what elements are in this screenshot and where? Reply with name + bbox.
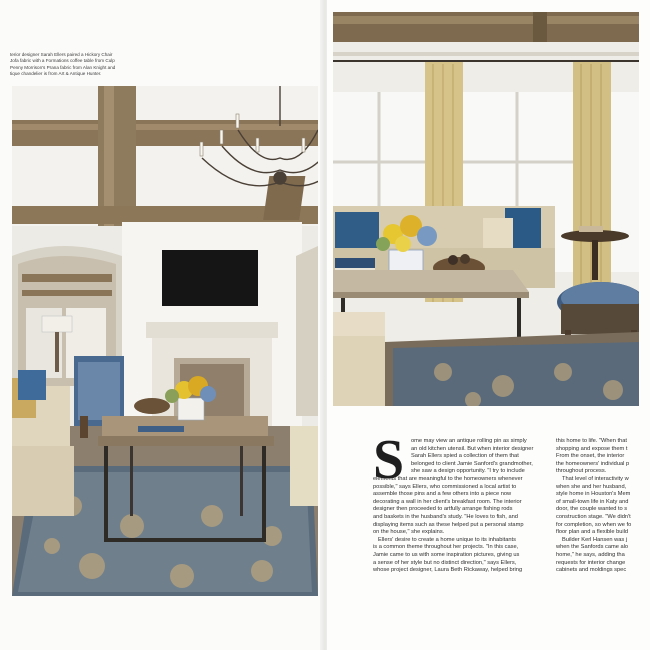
caption-line: Jofa fabric with a Formations coffee table from Culp [10, 58, 115, 64]
sitting-area-photo [333, 12, 639, 406]
article-line: she saw a design opportunity. "I try to include [411, 468, 525, 475]
article-line: is a common theme throughout her projects. "In this case, [373, 544, 519, 551]
photo-caption [10, 52, 310, 78]
article-line: of small-town life in Katy and [556, 498, 629, 505]
article-body-column-1 [373, 429, 550, 575]
article-line: when the Sanfords came alo [556, 544, 629, 551]
article-line: Jamie came to us with some inspiration pictures, giving us [373, 551, 520, 558]
article-line: when she and her husband, [556, 483, 627, 490]
article-line: requests for interior change [556, 559, 626, 566]
article-line: From the onset, the interior [556, 453, 625, 460]
living-room-photo [12, 86, 318, 596]
article-line: a sense of her style but no distinct direction," says Ellers, [373, 559, 517, 566]
article-line: throughout process. [556, 468, 607, 475]
drop-cap: S [373, 429, 405, 491]
article-line: home," he says, adding tha [556, 551, 625, 558]
article-line: door, the couple wanted to s [556, 506, 628, 513]
article-line: decorating a wall in her client's breakfast room. The interior [373, 498, 522, 505]
caption-line: Penny Morrison's Prana fabric from Alan Knight and [10, 64, 116, 70]
article-line: floor plan and a flexible build [556, 529, 629, 536]
article-line: Builder Kerl Hansen was j [562, 536, 628, 543]
sitting-area-illustration [333, 12, 639, 406]
article-line: the homeowners' individual p [556, 460, 630, 467]
article-line: style home in Houston's Mem [556, 491, 631, 498]
article-line: assemble those pins and a few others into a piece now [373, 491, 512, 498]
article-line: displaying items such as these helped put a personal stamp [373, 521, 524, 528]
caption-line: terior designer Sarah Ellers paired a Hickory Chair [10, 52, 113, 57]
caption-line: tique chandelier is from Art & Antique Hunter. [10, 71, 102, 77]
article-line: shopping and expose them t [556, 445, 628, 452]
article-line: on the house," she explains. [373, 529, 445, 536]
article-line: Sarah Ellers spied a collection of them that [411, 453, 519, 460]
living-room-illustration [12, 86, 318, 596]
article-line: and baskets in the husband's study. "He loves to fish, and [373, 513, 518, 520]
article-line: ome may view an antique rolling pin as simply [411, 438, 527, 444]
article-line: whose project designer, Laura Beth Rickaway, helped bring [373, 567, 523, 574]
article-line: construction stage. "We didn't [556, 513, 631, 520]
left-page [0, 0, 322, 650]
article-line: possible," says Ellers, who commissioned a local artist to [373, 483, 517, 490]
article-line: belonged to client Jamie Sanford's grandmother, [411, 460, 533, 467]
article-line: cabinets and moldings spec [556, 567, 627, 574]
article-line: elements that are meaningful to the homeowners whenever [373, 475, 523, 482]
article-line: for completion, so when we fo [556, 521, 632, 528]
article-line: That level of interactivity w [562, 475, 629, 482]
article-line: designer then proceeded to artfully arrange fishing rods [373, 506, 513, 513]
article-body-column-2 [556, 438, 649, 575]
article-line: an old kitchen utensil. But when interior designer [411, 445, 534, 452]
article-line: Ellers' desire to create a home unique to its inhabitants [378, 536, 516, 543]
television [162, 250, 258, 306]
article-line: this home to life. "When that [556, 438, 627, 444]
